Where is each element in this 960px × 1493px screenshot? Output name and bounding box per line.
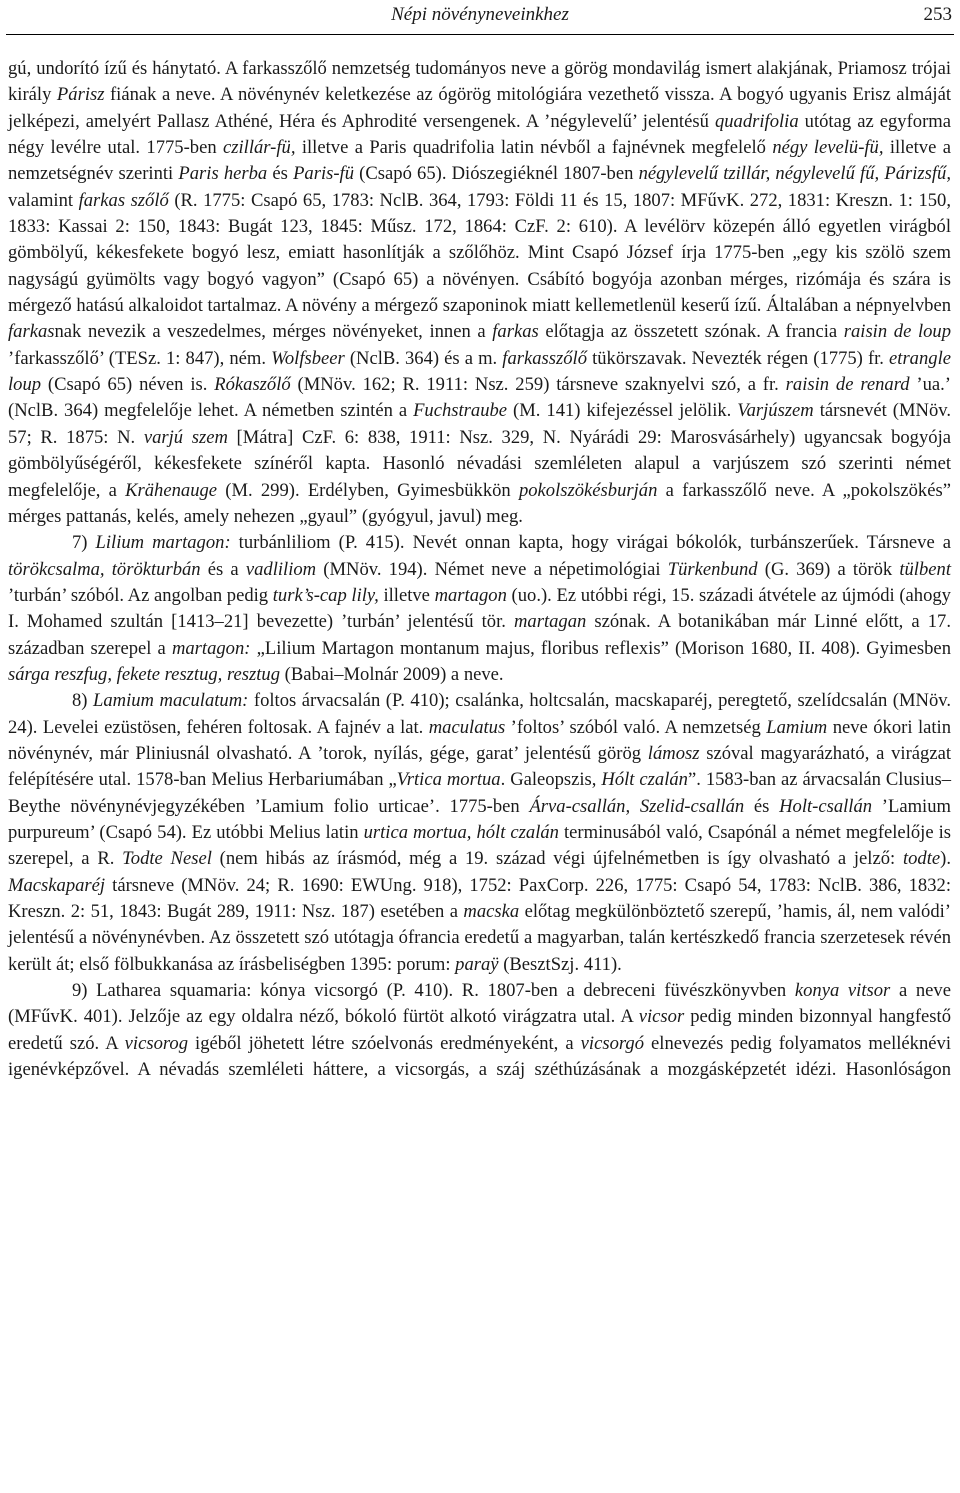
body-text xyxy=(8,56,951,1083)
italic-term: farkas szőlő xyxy=(78,189,169,211)
text-run: fiának a neve. A növénynév keletkezése az ógörög mitológiára vezethető vissza. A bogyó ugyanis Erisz almáját jelképezi, amelyért Pallasz Athéné, Héra és Aphrodité versengenek. A ’négylevelű’ jelentésű xyxy=(8,84,951,132)
text-run: tükörszavak. Nevezték régen (1775) fr. xyxy=(587,347,890,369)
text-run: terminusából való, Csapónál a német megfelelője is szerepel, a R. xyxy=(8,821,952,870)
text-run: ). xyxy=(940,848,951,870)
text-run: ’Lamium purpureum’ (Csapó 54). Ez utóbbi Melius latin xyxy=(8,795,951,843)
text-run: neve ókori latin növénynév, már Pliniusnál olvasható. A ’torok, nyílás, gége, garat’ jelentésű görög xyxy=(8,716,951,764)
text-run: (Babai–Molnár 2009) a neve. xyxy=(280,663,504,685)
text-run: és a xyxy=(200,558,246,580)
text-run: (G. 369) a török xyxy=(757,558,900,580)
italic-term: raisin de renard xyxy=(785,374,910,396)
italic-term: farkas xyxy=(492,321,539,343)
text-run: és xyxy=(267,163,294,185)
italic-term: martagan xyxy=(513,611,587,633)
italic-term: turk’s-cap lily, xyxy=(272,584,379,606)
text-run: ’foltos’ szóból való. A nemzetség xyxy=(505,716,767,738)
italic-term: vicsorgó xyxy=(580,1032,645,1054)
italic-term: konya vitsor xyxy=(794,980,891,1002)
italic-term: Párisz xyxy=(56,84,105,106)
italic-term: Árva-csallán, Szelid-csallán xyxy=(529,795,745,817)
running-title: Népi növényneveinkhez xyxy=(391,4,569,25)
text-run: társneve (MNöv. 24; R. 1690: EWUng. 918), 1752: PaxCorp. 226, 1775: Csapó 54, 1783: NclB. 386, 1832: Kreszn. 2: 51, 1843: Bugát 289, 1911: Nsz. 187) esetében a xyxy=(8,874,951,922)
text-run: ’turbán’ szóból. Az angolban pedig xyxy=(8,584,273,606)
text-run: (Csapó 65). Diószegiéknél 1807-ben xyxy=(354,163,639,185)
text-run: ’ua.’ (NclB. 364) megfelelője lehet. A németben szintén a xyxy=(8,374,951,422)
italic-term: vicsor xyxy=(638,1006,685,1028)
text-run: a farkasszőlő neve. A „pokolszökés” mérges pattanás, kelés, amely nehezen „gyaul” (gyógyul, javul) meg. xyxy=(8,479,951,527)
italic-term: Todte Nesel xyxy=(122,848,212,870)
italic-term: Lamium maculatum: xyxy=(93,690,249,712)
text-run: (R. 1775: Csapó 65, 1783: NclB. 364, 1793: Földi 11 és 15, 1807: MFűvK. 272, 1831: Kreszn. 1: 150, 1833: Kassai 2: 150, 1843: Bugát 123, 1845: Műsz. 172, 1864: CzF. 2: 610). A levélörv közepén álló egyetlen virágból gömbölyű, kékesfekete bogyó lesz, emiatt hasonlítják a szőlőhöz. Mint Csapó József írja 1775-ben „egy kis szölö szem nagyságú gyümölts vagy bogyó vagyon” (Csapó 65) a növényen. Csábító bogyója azonban mérges, rizómája és szára is mérgező hatású alkaloidot tartalmaz. A növény a mérgező szaponinok miatt kellemetlenül keserű ízű. Általában a népnyelvben xyxy=(8,189,951,317)
italic-term: lámosz xyxy=(647,742,700,764)
text-run: . Galeopszis, xyxy=(500,769,602,791)
text-run: (MNöv. 194). Német neve a népetimológiai xyxy=(316,558,668,580)
italic-term: Paris-fü xyxy=(293,163,355,185)
italic-term: tülbent xyxy=(899,558,951,580)
text-run: turbánliliom (P. 415). Nevét onnan kapta, hogy virágai bókolók, turbánszerűek. Társneve a xyxy=(230,532,951,554)
italic-term: Rókaszőlő xyxy=(214,374,291,396)
text-run: 9) Latharea squamaria: kónya vicsorgó (P. 410). R. 1807-ben a debreceni füvészkönyvben xyxy=(72,980,795,1002)
italic-term: martagon: xyxy=(171,637,251,659)
page-number: 253 xyxy=(923,4,952,25)
italic-term: macska xyxy=(463,901,520,922)
text-run: (M. 299). Erdélyben, Gyimesbükkön xyxy=(217,479,519,501)
text-run: gú, undorító ízű és hánytató. A farkasszőlő nemzetség tudományos neve a görög mondavilág ismert alakjának, Priamosz trójai király xyxy=(8,58,951,106)
text-run: ’farkasszőlő’ (TESz. 1: 847), ném. xyxy=(8,347,272,369)
italic-term: Paris herba xyxy=(178,163,268,185)
italic-term: Lamium xyxy=(766,716,828,738)
italic-term: Vrtica mortua xyxy=(396,769,501,791)
text-run: ”. 1583-ban az árvacsalán Clusius–Beythe növénynévjegyzékében ’Lamium folio urticae’. 1775-ben xyxy=(8,769,951,817)
italic-term: Lilium martagon: xyxy=(95,532,231,554)
text-run: pedig minden bizonnyal hangfestő eredetű szó. A xyxy=(8,1006,951,1054)
italic-term: vadliliom xyxy=(245,558,317,580)
italic-term: paraÿ xyxy=(455,953,499,975)
paragraph xyxy=(8,978,951,1083)
text-run: nak nevezik a veszedelmes, mérges növényeket, innen a xyxy=(54,321,493,343)
italic-term: sárga reszfug, fekete resztug, resztug xyxy=(8,663,280,685)
text-run: valamint xyxy=(8,189,79,211)
text-run: előtagja az összetett szónak. A francia xyxy=(538,321,844,343)
text-run: elnevezés pedig folyamatos melléknévi igenévképzővel. A névadás szemléleti háttere, a vicsorgás, a száj széthúzásának a mozgásképzetét idézi. Hasonlóságon xyxy=(8,1032,951,1081)
text-run: [Mátra] CzF. 6: 838, 1911: Nsz. 329, N. Nyárádi 29: Marosvásárhely) ugyancsak bogyója gömbölyűségéről, kékesfekete színéről kapta. Hasonló névadási szemléleten alapul a varjúszem szó szerinti német megfelelője, a xyxy=(8,426,951,501)
text-run: illetve a Paris quadrifolia latin névből a fajnévnek megfelelő xyxy=(295,137,773,159)
italic-term: quadrifolia xyxy=(714,110,799,132)
text-run: 8) xyxy=(72,690,94,712)
running-head xyxy=(6,4,954,30)
italic-term: farkas xyxy=(8,321,55,343)
text-run: (uo.). Ez utóbbi régi, 15. századi átvétele az újmódi (ahogy I. Mohamed szultán [1413–21] bevezette) ’turbán’ jelentésű tör. xyxy=(8,584,951,633)
italic-term: farkasszőlő xyxy=(502,347,587,369)
text-run: (BesztSzj. 411). xyxy=(498,953,622,975)
italic-term: pokolszökésburján xyxy=(518,479,658,501)
text-run: előtag megkülönböztető szerepű, ’hamis, ál, nem valódi’ jelentésű a növénynévben. Az összetett szó utótagja ófrancia eredetű a magyarban, talán kertészkedő francia szerzetesek révén került át; első fölbukkanása az írásbeliségben 1395: porum: xyxy=(8,901,951,975)
italic-term: négylevelű tzillár, négylevelű fű, Párizsfű, xyxy=(638,163,951,185)
italic-term: törökcsalma, törökturbán xyxy=(8,558,201,580)
italic-term: Hólt czalán xyxy=(601,769,688,791)
text-run: illetve a nemzetségnév szerinti xyxy=(8,137,951,185)
italic-term: todte xyxy=(902,848,941,870)
paragraph xyxy=(8,56,951,530)
text-run: társnevét (MNöv. 57; R. 1875: N. xyxy=(8,400,951,448)
header-rule xyxy=(6,34,954,35)
paragraph xyxy=(8,530,951,688)
text-run: (M. 141) kifejezéssel jelölik. xyxy=(507,400,738,422)
paragraph xyxy=(8,688,951,978)
text-run: (MNöv. 162; R. 1911: Nsz. 259) társneve szaknyelvi szó, a fr. xyxy=(290,374,786,396)
italic-term: négy levelü-fü, xyxy=(772,137,884,159)
italic-term: Holt-csallán xyxy=(779,795,873,817)
text-run: (nem hibás az írásmód, még a 19. század végi újfelnémetben is így olvasható a jelző: xyxy=(211,848,903,870)
italic-term: varjú szem xyxy=(143,426,228,448)
italic-term: Varjúszem xyxy=(737,400,814,422)
italic-term: maculatus xyxy=(428,716,506,738)
text-run: (NclB. 364) és a m. xyxy=(344,347,503,369)
italic-term: czillár-fü, xyxy=(223,137,296,159)
text-run: szóval magyarázható, a virágzat felépítésére utal. 1578-ban Melius Herbariumában „ xyxy=(8,742,951,791)
text-run: (Csapó 65) néven is. xyxy=(41,374,215,396)
italic-term: vicsorog xyxy=(124,1032,189,1054)
italic-term: Türkenbund xyxy=(667,558,758,580)
text-run: igéből jöhetett létre szóelvonás eredményeként, a xyxy=(188,1032,581,1054)
text-run: foltos árvacsalán (P. 410); csalánka, holtcsalán, macskaparéj, peregtető, szelídcsalán (MNöv. 24). Levelei ezüstösen, fehéren foltosak. A fajnév a lat. xyxy=(8,690,951,738)
italic-term: martagon xyxy=(434,584,507,606)
text-run: a neve (MFűvK. 401). Jelzője az egy oldalra néző, bókoló fürtöt alkotó virágzatra utal. A xyxy=(8,980,951,1028)
italic-term: raisin de loup xyxy=(843,321,951,343)
italic-term: urtica mortua, hólt czalán xyxy=(363,821,559,843)
text-run: utótag az egyforma négy levélre utal. 1775-ben xyxy=(8,110,952,159)
italic-term: Fuchstraube xyxy=(413,400,508,422)
italic-term: etrangle loup xyxy=(8,347,951,396)
text-run: „Lilium Martagon montanum majus, floribus reflexis” (Morison 1680, II. 408). Gyimesben xyxy=(250,637,951,659)
italic-term: Krähenauge xyxy=(125,479,218,501)
text-run: 7) xyxy=(72,532,96,554)
text-run: és xyxy=(744,795,780,817)
italic-term: Macskaparéj xyxy=(8,874,106,896)
italic-term: Wolfsbeer xyxy=(271,347,345,369)
text-run: illetve xyxy=(378,584,435,606)
text-run: szónak. A botanikában már Linné előtt, a 17. században szerepel a xyxy=(8,611,952,659)
